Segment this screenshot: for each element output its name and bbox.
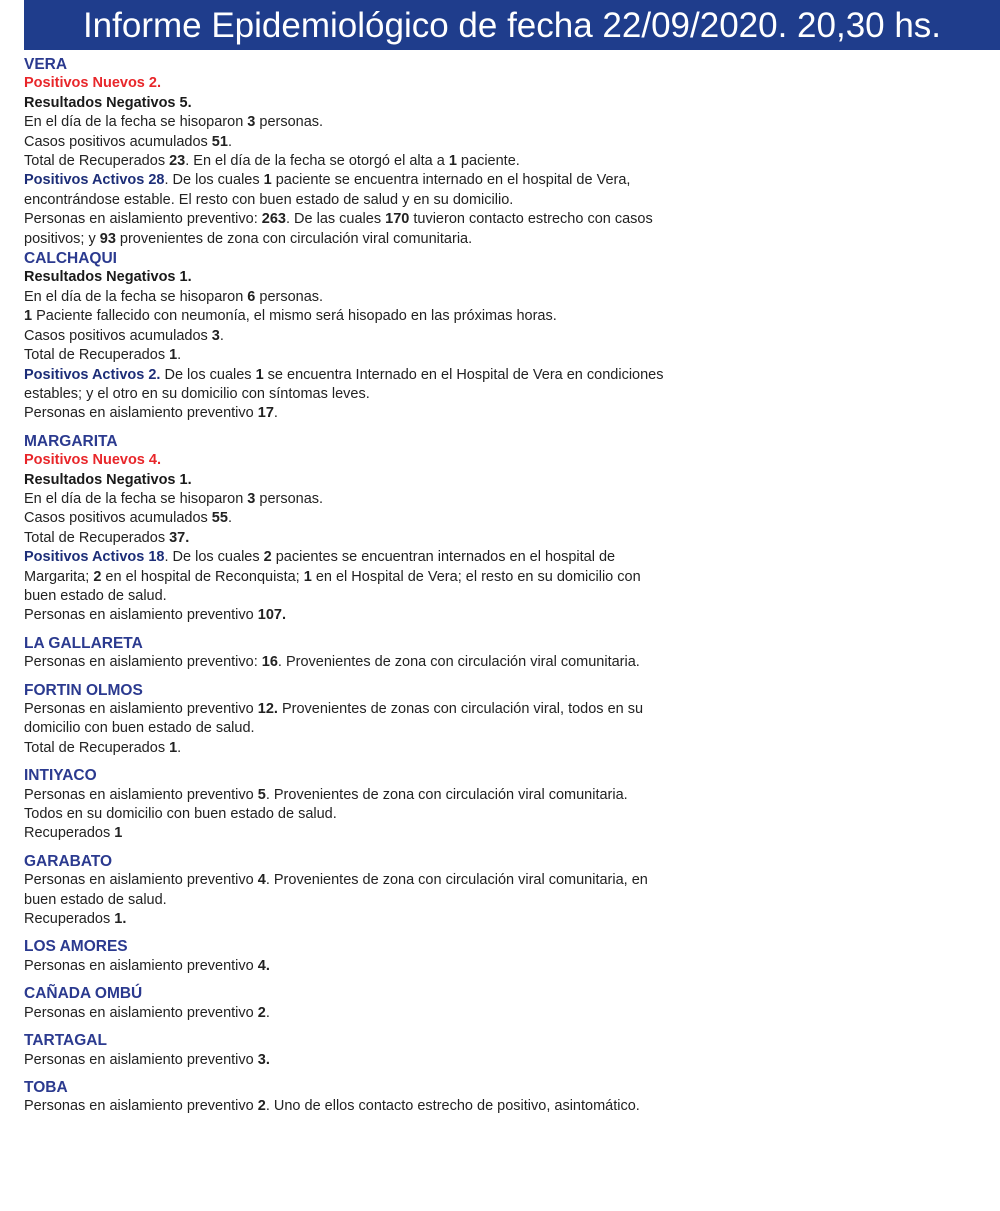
isolation-line-continued: Todos en su domicilio con buen estado de salud. <box>24 806 337 823</box>
new-positives: Positivos Nuevos 2. <box>24 75 161 92</box>
negative-results: Resultados Negativos 1. <box>24 471 192 488</box>
locality-heading: CALCHAQUI <box>24 250 117 268</box>
cumulative-line: Casos positivos acumulados 55. <box>24 510 232 527</box>
section-la-gallareta <box>24 634 984 673</box>
section-margarita <box>24 432 984 626</box>
cumulative-line: Casos positivos acumulados 51. <box>24 133 232 150</box>
isolation-line-continued: buen estado de salud. <box>24 891 167 908</box>
section-garabato <box>24 852 984 930</box>
locality-heading: FORTIN OLMOS <box>24 681 143 699</box>
recovered-line: Total de Recuperados 37. <box>24 529 190 546</box>
isolation-line: Personas en aislamiento preventivo 12. Provenientes de zonas con circulación viral, todos en su <box>24 701 644 717</box>
isolation-line: Personas en aislamiento preventivo 2. Uno de ellos contacto estrecho de positivo, asintomático. <box>24 1098 640 1115</box>
deceased-line: 1 Paciente fallecido con neumonía, el mismo será hisopado en las próximas horas. <box>24 308 557 325</box>
swab-line: En el día de la fecha se hisoparon 3 personas. <box>24 490 324 507</box>
section-vera <box>24 55 984 249</box>
swab-line: En el día de la fecha se hisoparon 6 personas. <box>24 288 324 305</box>
isolation-line: Personas en aislamiento preventivo 17. <box>24 405 278 422</box>
section-calchaqui <box>24 249 984 424</box>
recovered-line: Recuperados 1. <box>24 911 127 928</box>
recovered-line: Total de Recuperados 1. <box>24 739 182 756</box>
locality-heading: LA GALLARETA <box>24 634 143 652</box>
section-fortin-olmos <box>24 681 984 759</box>
locality-heading: CAÑADA OMBÚ <box>24 985 143 1003</box>
active-line-continued: estables; y el otro en su domicilio con síntomas leves. <box>24 385 370 402</box>
active-line: Positivos Activos 18. De los cuales 2 pacientes se encuentran internados en el hospital de <box>24 549 616 566</box>
active-line-continued: encontrándose estable. El resto con buen estado de salud y en su domicilio. <box>24 191 514 208</box>
isolation-line: Personas en aislamiento preventivo 5. Provenientes de zona con circulación viral comunitaria. <box>24 786 628 803</box>
locality-heading: INTIYACO <box>24 767 97 785</box>
cumulative-line: Casos positivos acumulados 3. <box>24 327 224 344</box>
isolation-line: Personas en aislamiento preventivo: 263. De las cuales 170 tuvieron contacto estrecho con casos <box>24 211 653 228</box>
active-line-continued: Margarita; 2 en el hospital de Reconquista; 1 en el Hospital de Vera; el resto en su domicilio con <box>24 568 641 585</box>
recovered-line: Total de Recuperados 23. En el día de la fecha se otorgó el alta a 1 paciente. <box>24 153 520 170</box>
isolation-line: Personas en aislamiento preventivo 3. <box>24 1051 270 1068</box>
isolation-line: Personas en aislamiento preventivo 2. <box>24 1004 270 1021</box>
locality-heading: GARABATO <box>24 852 113 870</box>
active-line-end: buen estado de salud. <box>24 587 167 604</box>
report-body <box>24 55 984 1117</box>
swab-line: En el día de la fecha se hisoparon 3 personas. <box>24 114 324 131</box>
section-intiyaco <box>24 766 984 844</box>
new-positives: Positivos Nuevos 4. <box>24 452 161 469</box>
isolation-line: Personas en aislamiento preventivo: 16. Provenientes de zona con circulación viral comunitaria. <box>24 654 640 671</box>
isolation-line: Personas en aislamiento preventivo 4. Provenientes de zona con circulación viral comunitaria, en <box>24 872 648 889</box>
isolation-line-continued: positivos; y 93 provenientes de zona con circulación viral comunitaria. <box>24 230 473 247</box>
section-canada-ombu <box>24 984 984 1023</box>
locality-heading: MARGARITA <box>24 432 118 450</box>
active-line: Positivos Activos 28. De los cuales 1 paciente se encuentra internado en el hospital de Vera, <box>24 172 631 189</box>
active-line: Positivos Activos 2. De los cuales 1 se encuentra Internado en el Hospital de Vera en condiciones <box>24 366 664 383</box>
recovered-line: Recuperados 1 <box>24 825 123 842</box>
isolation-line-continued: domicilio con buen estado de salud. <box>24 720 255 737</box>
section-toba <box>24 1078 984 1117</box>
recovered-line: Total de Recuperados 1. <box>24 347 182 364</box>
isolation-line: Personas en aislamiento preventivo 4. <box>24 957 270 974</box>
isolation-line: Personas en aislamiento preventivo 107. <box>24 607 286 624</box>
section-los-amores <box>24 937 984 976</box>
section-tartagal <box>24 1031 984 1070</box>
negative-results: Resultados Negativos 5. <box>24 94 192 111</box>
report-title: Informe Epidemiológico de fecha 22/09/2020. 20,30 hs. <box>24 0 1000 50</box>
locality-heading: TOBA <box>24 1078 68 1096</box>
locality-heading: TARTAGAL <box>24 1032 107 1050</box>
locality-heading: LOS AMORES <box>24 938 128 956</box>
locality-heading: VERA <box>24 56 68 73</box>
negative-results: Resultados Negativos 1. <box>24 269 192 286</box>
